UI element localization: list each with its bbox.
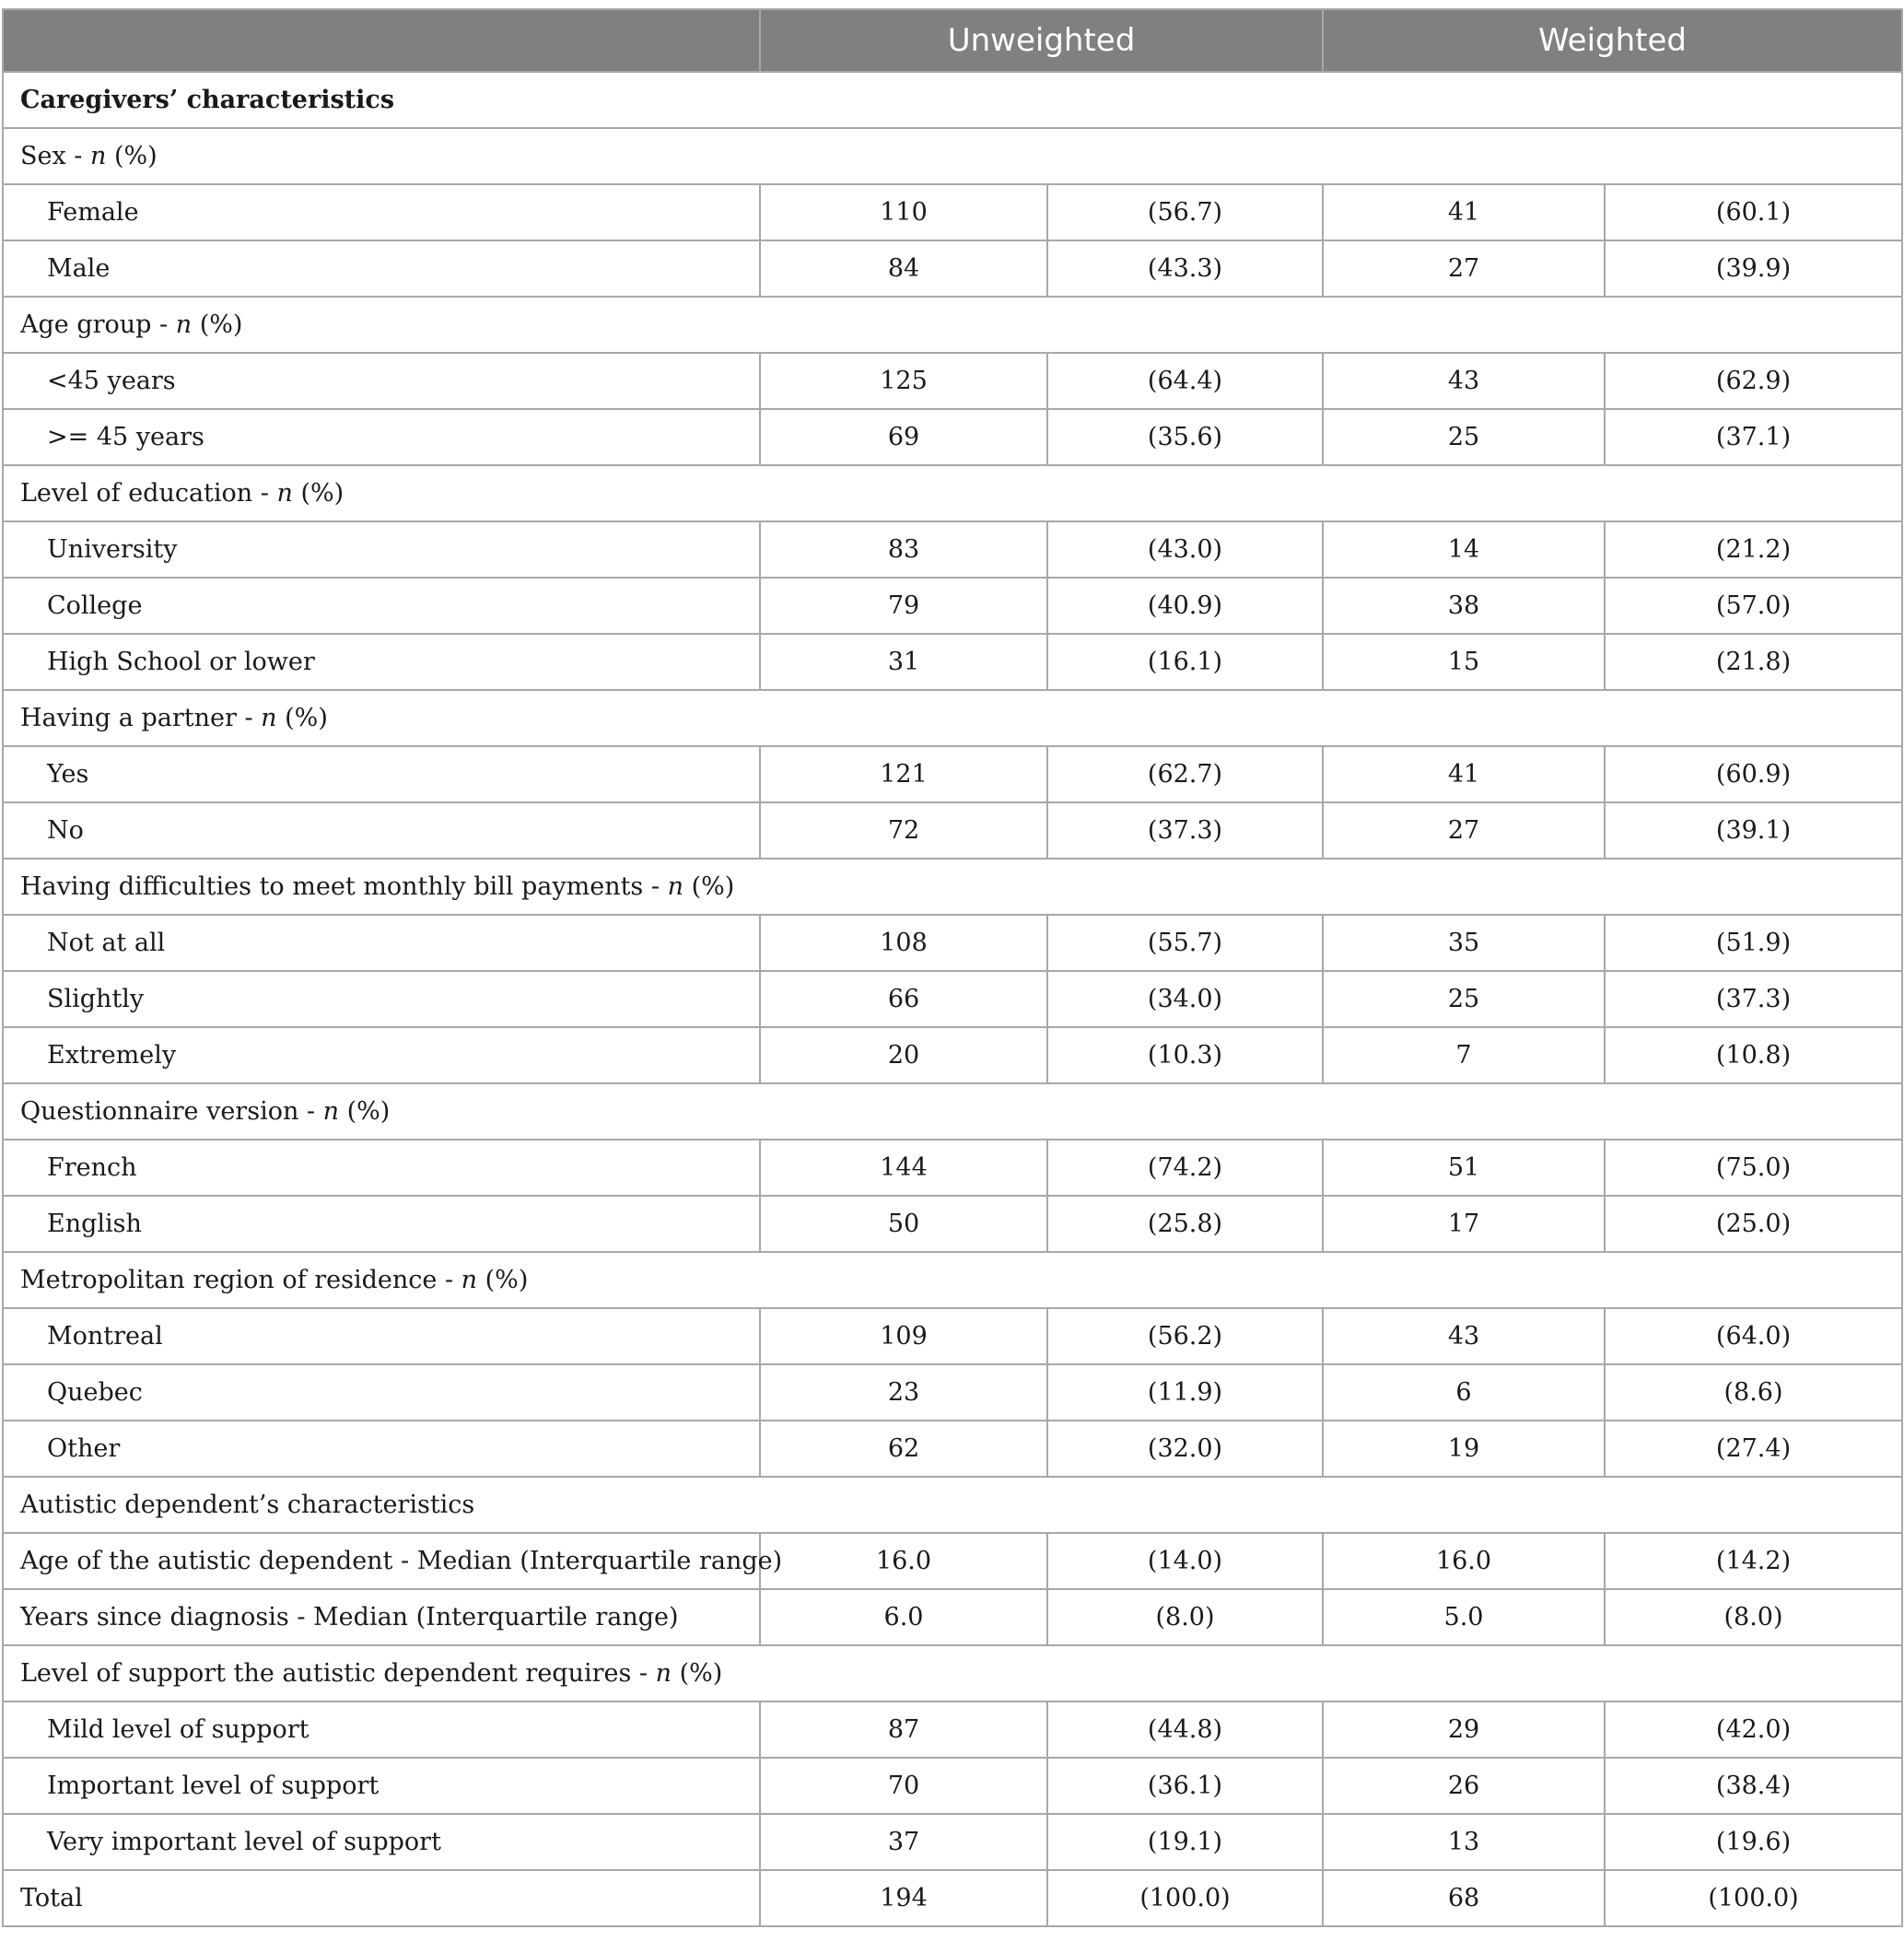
weighted-n-cell: 25 <box>1323 971 1605 1027</box>
weighted-n-cell: 35 <box>1323 915 1605 971</box>
table-row <box>3 1252 1902 1308</box>
weighted-n-cell: 41 <box>1323 184 1605 240</box>
table-container <box>2 8 1901 1927</box>
unweighted-percent-cell: (14.0) <box>1047 1533 1323 1589</box>
unweighted-n-cell: 108 <box>760 915 1047 971</box>
unweighted-percent-cell: (36.1) <box>1047 1758 1323 1814</box>
weighted-n-cell: 25 <box>1323 409 1605 465</box>
row-label-text: Slightly <box>47 985 145 1013</box>
weighted-percent-cell: (8.6) <box>1605 1364 1902 1421</box>
row-label-text: Level of education - <box>20 479 277 508</box>
unweighted-n-cell: 121 <box>760 746 1047 802</box>
unweighted-n-cell: 62 <box>760 1421 1047 1477</box>
row-label-text: Having a partner - <box>20 704 262 732</box>
table-row <box>3 1758 1902 1814</box>
table-row <box>3 578 1902 634</box>
row-label-text: College <box>47 591 143 620</box>
unweighted-percent-cell: (44.8) <box>1047 1702 1323 1758</box>
row-label <box>3 634 760 690</box>
section-label <box>3 859 1902 915</box>
unweighted-n-cell: 109 <box>760 1308 1047 1364</box>
weighted-percent-cell: (62.9) <box>1605 353 1902 409</box>
table-row <box>3 690 1902 746</box>
weighted-percent-cell: (14.2) <box>1605 1533 1902 1589</box>
row-label-suffix: (%) <box>292 479 345 508</box>
unweighted-percent-cell: (74.2) <box>1047 1140 1323 1196</box>
weighted-n-cell: 38 <box>1323 578 1605 634</box>
row-label-text: Level of support the autistic dependent requires - <box>20 1659 656 1688</box>
table-row <box>3 1308 1902 1364</box>
weighted-percent-cell: (8.0) <box>1605 1589 1902 1645</box>
weighted-percent-cell: (60.1) <box>1605 184 1902 240</box>
weighted-percent-cell: (25.0) <box>1605 1196 1902 1252</box>
unweighted-percent-cell: (56.7) <box>1047 184 1323 240</box>
table-row <box>3 297 1902 353</box>
header-row <box>3 9 1902 72</box>
row-label-suffix: (%) <box>477 1266 529 1294</box>
section-label <box>3 72 1902 128</box>
table-row <box>3 128 1902 184</box>
row-label-text: Years since diagnosis - Median (Interquartile range) <box>20 1603 679 1631</box>
row-label <box>3 184 760 240</box>
weighted-n-cell: 43 <box>1323 1308 1605 1364</box>
row-label <box>3 1308 760 1364</box>
unweighted-percent-cell: (34.0) <box>1047 971 1323 1027</box>
row-label-unit: n <box>667 872 683 901</box>
section-label <box>3 297 1902 353</box>
row-label-unit: n <box>90 142 107 170</box>
weighted-n-cell: 5.0 <box>1323 1589 1605 1645</box>
row-label-text: >= 45 years <box>47 423 204 451</box>
row-label-text: Metropolitan region of residence - <box>20 1266 461 1294</box>
unweighted-percent-cell: (62.7) <box>1047 746 1323 802</box>
section-label <box>3 1477 1902 1533</box>
unweighted-n-cell: 72 <box>760 802 1047 859</box>
weighted-n-cell: 27 <box>1323 240 1605 297</box>
table-row <box>3 1870 1902 1926</box>
weighted-n-cell: 14 <box>1323 521 1605 578</box>
weighted-n-cell: 6 <box>1323 1364 1605 1421</box>
unweighted-n-cell: 23 <box>760 1364 1047 1421</box>
unweighted-percent-cell: (55.7) <box>1047 915 1323 971</box>
row-label-text: Autistic dependent’s characteristics <box>20 1491 475 1519</box>
unweighted-n-cell: 79 <box>760 578 1047 634</box>
row-label <box>3 1364 760 1421</box>
unweighted-percent-cell: (37.3) <box>1047 802 1323 859</box>
row-label <box>3 1533 783 1589</box>
unweighted-n-cell: 37 <box>760 1814 1047 1870</box>
row-label-text: Female <box>47 198 139 227</box>
weighted-n-cell: 19 <box>1323 1421 1605 1477</box>
weighted-percent-cell: (27.4) <box>1605 1421 1902 1477</box>
header-weighted: Weighted <box>1323 9 1902 72</box>
row-label <box>3 578 760 634</box>
unweighted-n-cell: 125 <box>760 353 1047 409</box>
weighted-n-cell: 26 <box>1323 1758 1605 1814</box>
unweighted-n-cell: 50 <box>760 1196 1047 1252</box>
weighted-percent-cell: (37.1) <box>1605 409 1902 465</box>
unweighted-percent-cell: (32.0) <box>1047 1421 1323 1477</box>
row-label-unit: n <box>175 310 193 339</box>
row-label-text: Very important level of support <box>47 1828 441 1856</box>
row-label-suffix: (%) <box>672 1659 723 1688</box>
weighted-n-cell: 68 <box>1323 1870 1605 1926</box>
row-label-text: Yes <box>47 760 89 789</box>
row-label-unit: n <box>655 1659 672 1688</box>
weighted-percent-cell: (21.8) <box>1605 634 1902 690</box>
table-row <box>3 1814 1902 1870</box>
table-body <box>3 72 1902 1926</box>
section-label <box>3 1083 1902 1140</box>
row-label-text: Sex - <box>20 142 90 170</box>
row-label-unit: n <box>276 479 293 508</box>
table-row <box>3 915 1902 971</box>
row-label <box>3 1814 760 1870</box>
table-row <box>3 1027 1902 1083</box>
unweighted-percent-cell: (10.3) <box>1047 1027 1323 1083</box>
row-label <box>3 802 760 859</box>
row-label <box>3 1140 760 1196</box>
row-label-text: No <box>47 816 84 845</box>
unweighted-n-cell: 70 <box>760 1758 1047 1814</box>
header-blank <box>3 9 760 72</box>
unweighted-percent-cell: (56.2) <box>1047 1308 1323 1364</box>
characteristics-table <box>2 8 1903 1927</box>
row-label <box>3 409 760 465</box>
row-label-unit: n <box>261 704 277 732</box>
weighted-percent-cell: (60.9) <box>1605 746 1902 802</box>
row-label-text: Questionnaire version - <box>20 1097 323 1126</box>
table-row <box>3 1196 1902 1252</box>
table-row <box>3 521 1902 578</box>
row-label-text: University <box>47 535 178 564</box>
row-label-text: Important level of support <box>47 1772 380 1800</box>
row-label <box>3 1702 760 1758</box>
table-row <box>3 971 1902 1027</box>
table-row <box>3 72 1902 128</box>
weighted-n-cell: 17 <box>1323 1196 1605 1252</box>
row-label-suffix: (%) <box>683 872 735 901</box>
unweighted-percent-cell: (43.3) <box>1047 240 1323 297</box>
table-header <box>3 9 1902 72</box>
unweighted-n-cell: 83 <box>760 521 1047 578</box>
section-label <box>3 690 1902 746</box>
unweighted-n-cell: 194 <box>760 1870 1047 1926</box>
row-label-text: Quebec <box>47 1378 143 1407</box>
header-unweighted: Unweighted <box>760 9 1323 72</box>
row-label <box>3 915 760 971</box>
table-row <box>3 184 1902 240</box>
unweighted-n-cell: 69 <box>760 409 1047 465</box>
row-label-suffix: (%) <box>276 704 328 732</box>
unweighted-n-cell: 87 <box>760 1702 1047 1758</box>
weighted-n-cell: 16.0 <box>1323 1533 1605 1589</box>
weighted-n-cell: 15 <box>1323 634 1605 690</box>
weighted-percent-cell: (39.9) <box>1605 240 1902 297</box>
weighted-percent-cell: (19.6) <box>1605 1814 1902 1870</box>
weighted-percent-cell: (75.0) <box>1605 1140 1902 1196</box>
unweighted-percent-cell: (40.9) <box>1047 578 1323 634</box>
unweighted-n-cell: 16.0 <box>760 1533 1047 1589</box>
row-label-text: Male <box>47 254 111 283</box>
row-label-suffix: (%) <box>192 310 243 339</box>
weighted-percent-cell: (39.1) <box>1605 802 1902 859</box>
row-label <box>3 746 760 802</box>
section-label <box>3 128 1902 184</box>
unweighted-percent-cell: (25.8) <box>1047 1196 1323 1252</box>
weighted-n-cell: 41 <box>1323 746 1605 802</box>
row-label-text: Other <box>47 1434 121 1463</box>
table-row <box>3 859 1902 915</box>
row-label-text: <45 years <box>47 367 176 395</box>
weighted-n-cell: 29 <box>1323 1702 1605 1758</box>
weighted-n-cell: 13 <box>1323 1814 1605 1870</box>
row-label-text: Not at all <box>47 929 166 957</box>
unweighted-n-cell: 144 <box>760 1140 1047 1196</box>
unweighted-n-cell: 110 <box>760 184 1047 240</box>
row-label <box>3 353 760 409</box>
section-label <box>3 465 1902 521</box>
row-label <box>3 1758 760 1814</box>
row-label-unit: n <box>461 1266 478 1294</box>
weighted-n-cell: 7 <box>1323 1027 1605 1083</box>
table-row <box>3 1589 1902 1645</box>
row-label-suffix: (%) <box>106 142 158 170</box>
weighted-n-cell: 51 <box>1323 1140 1605 1196</box>
table-row <box>3 353 1902 409</box>
table-row <box>3 1421 1902 1477</box>
row-label <box>3 1196 760 1252</box>
table-row <box>3 1083 1902 1140</box>
row-label-text: Mild level of support <box>47 1715 310 1744</box>
weighted-percent-cell: (64.0) <box>1605 1308 1902 1364</box>
section-label <box>3 1645 1902 1702</box>
row-label <box>3 1027 760 1083</box>
section-label <box>3 1252 1902 1308</box>
table-row <box>3 240 1902 297</box>
unweighted-n-cell: 31 <box>760 634 1047 690</box>
weighted-percent-cell: (51.9) <box>1605 915 1902 971</box>
unweighted-percent-cell: (64.4) <box>1047 353 1323 409</box>
table-row <box>3 1645 1902 1702</box>
unweighted-percent-cell: (100.0) <box>1047 1870 1323 1926</box>
table-row <box>3 409 1902 465</box>
row-label-text: Having difficulties to meet monthly bill payments - <box>20 872 668 901</box>
row-label <box>3 1870 760 1926</box>
unweighted-n-cell: 66 <box>760 971 1047 1027</box>
weighted-n-cell: 43 <box>1323 353 1605 409</box>
row-label-text: Age group - <box>20 310 176 339</box>
table-row <box>3 1140 1902 1196</box>
row-label-text: Age of the autistic dependent - Median (Interquartile range) <box>20 1547 783 1575</box>
table-row <box>3 1477 1902 1533</box>
weighted-percent-cell: (100.0) <box>1605 1870 1902 1926</box>
weighted-n-cell: 27 <box>1323 802 1605 859</box>
table-row <box>3 746 1902 802</box>
unweighted-percent-cell: (19.1) <box>1047 1814 1323 1870</box>
unweighted-percent-cell: (11.9) <box>1047 1364 1323 1421</box>
table-row <box>3 1364 1902 1421</box>
table-row <box>3 634 1902 690</box>
row-label <box>3 1589 760 1645</box>
row-label <box>3 240 760 297</box>
weighted-percent-cell: (57.0) <box>1605 578 1902 634</box>
row-label-text: High School or lower <box>47 648 315 676</box>
row-label-text: French <box>47 1153 137 1182</box>
unweighted-n-cell: 84 <box>760 240 1047 297</box>
weighted-percent-cell: (10.8) <box>1605 1027 1902 1083</box>
row-label-text: Caregivers’ characteristics <box>20 86 395 114</box>
unweighted-percent-cell: (8.0) <box>1047 1589 1323 1645</box>
unweighted-percent-cell: (16.1) <box>1047 634 1323 690</box>
row-label-suffix: (%) <box>339 1097 391 1126</box>
table-row <box>3 1702 1902 1758</box>
weighted-percent-cell: (21.2) <box>1605 521 1902 578</box>
row-label-text: Extremely <box>47 1041 177 1070</box>
unweighted-n-cell: 20 <box>760 1027 1047 1083</box>
table-row <box>3 465 1902 521</box>
unweighted-n-cell: 6.0 <box>760 1589 1047 1645</box>
row-label <box>3 521 760 578</box>
table-row <box>3 802 1902 859</box>
row-label-text: Montreal <box>47 1322 163 1351</box>
weighted-percent-cell: (38.4) <box>1605 1758 1902 1814</box>
unweighted-percent-cell: (43.0) <box>1047 521 1323 578</box>
row-label-unit: n <box>322 1097 340 1126</box>
unweighted-percent-cell: (35.6) <box>1047 409 1323 465</box>
row-label-text: English <box>47 1210 142 1238</box>
row-label <box>3 971 760 1027</box>
weighted-percent-cell: (42.0) <box>1605 1702 1902 1758</box>
weighted-percent-cell: (37.3) <box>1605 971 1902 1027</box>
table-row <box>3 1533 1902 1589</box>
row-label-text: Total <box>20 1884 83 1912</box>
row-label <box>3 1421 760 1477</box>
